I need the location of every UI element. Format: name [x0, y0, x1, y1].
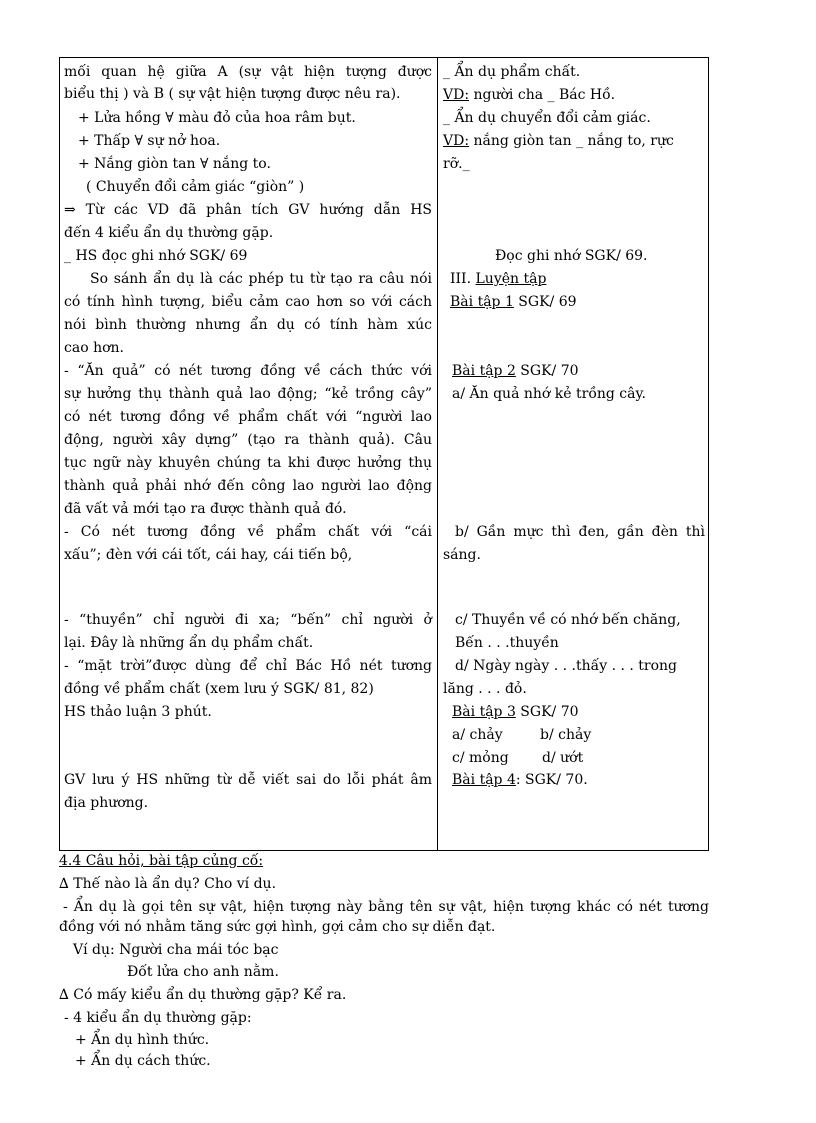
ex3-answer-d: d/ ướt	[542, 750, 584, 766]
practice-label: Luyện tập	[475, 271, 547, 287]
left-line-6: ( Chuyển đổi cảm giác “giòn” )	[86, 179, 305, 195]
left-line-13: cao hơn.	[64, 340, 124, 356]
right-line-2	[443, 84, 705, 106]
right-line-6: Đọc ghi nhớ SGK/ 69.	[495, 248, 648, 264]
answer-d-cont: lăng . . . đỏ.	[443, 681, 527, 697]
answer-2: - 4 kiểu ẩn dụ thường gặp:	[64, 1010, 252, 1026]
answer-c: c/ Thuyền về có nhớ bến chăng,	[455, 612, 681, 628]
right-line-1: _ Ẩn dụ phẩm chất.	[443, 64, 581, 80]
right-line-3: _ Ẩn dụ chuyển đổi cảm giác.	[443, 110, 651, 126]
answer-a: a/ Ăn quả nhớ kẻ trồng cây.	[452, 386, 646, 402]
left-line-9: _ HS đọc ghi nhớ SGK/ 69	[64, 248, 248, 264]
exercise-3-label: Bài tập 3	[452, 704, 516, 720]
left-line-2: biểu thị ) và B ( sự vật hiện tượng được nêu ra).	[64, 86, 401, 102]
vd-label: VD:	[443, 87, 470, 103]
exercise-2	[452, 360, 705, 382]
exercise-1-label: Bài tập 1	[450, 294, 514, 310]
exercise-1-ref: SGK/ 69	[513, 294, 577, 310]
exercise-4-ref: : SGK/ 70.	[515, 772, 588, 788]
exercise-2-label: Bài tập 2	[452, 363, 516, 379]
left-line-28: GV lưu ý HS những từ dễ viết sai do lỗi phát âm	[64, 772, 432, 788]
left-line-29: địa phương.	[64, 795, 149, 811]
vd-label: VD:	[443, 133, 470, 149]
left-line-5: + Nắng giòn tan ∀ nắng to.	[78, 156, 271, 172]
answer-1-line-2: đồng với nó nhằm tăng sức gợi hình, gợi cảm cho sự diễn đạt.	[59, 919, 496, 935]
left-line-25: - “mặt trời”được dùng để chỉ Bác Hồ nét tương	[64, 658, 432, 674]
answer-c-cont: Bến . . .thuyền	[455, 635, 559, 651]
section-number: III.	[450, 271, 476, 287]
right-line-5: rỡ._	[443, 156, 470, 172]
left-line-18: tục ngữ này khuyên chúng ta khi được hưởng thụ	[64, 455, 432, 471]
example-line-2: Đốt lửa cho anh nằm.	[127, 964, 279, 980]
left-line-17: động, người xây dựng” (tạo ra thành quả). Câu	[64, 432, 432, 448]
right-line-2-text: người cha _ Bác Hồ.	[469, 87, 616, 103]
left-line-12: nói bình thường nhưng ẩn dụ có tính hàm xúc	[64, 317, 432, 333]
answer-1-line-1: - Ẩn dụ là gọi tên sự vật, hiện tượng này bằng tên sự vật, hiện tượng khác có nét tương	[63, 899, 709, 915]
left-line-26: đồng về phẩm chất (xem lưu ý SGK/ 81, 82)	[64, 681, 374, 697]
example-line-1: Ví dụ: Người cha mái tóc bạc	[73, 942, 279, 958]
section-heading-practice	[450, 268, 705, 290]
left-line-8: đến 4 kiểu ẩn dụ thường gặp.	[64, 225, 274, 241]
left-line-14: - “Ăn quả” có nét tương đồng về cách thức với	[64, 363, 432, 379]
left-line-4: + Thấp ∀ sự nở hoa.	[78, 133, 221, 149]
left-line-20: đã vất vả mới tạo ra được thành quả đó.	[64, 501, 347, 517]
left-line-11: có tính hình tượng, biểu cảm cao hơn so với cách	[64, 294, 432, 310]
left-line-24: lại. Đây là những ẩn dụ phẩm chất.	[64, 635, 314, 651]
ex3-answer-c: c/ mỏng	[452, 750, 509, 766]
lesson-table	[59, 57, 709, 851]
left-line-10: So sánh ẩn dụ là các phép tu từ tạo ra câu nói	[90, 271, 432, 287]
ex3-answer-a: a/ chảy	[452, 727, 503, 743]
right-line-4	[443, 130, 705, 152]
question-1: ∆ Thế nào là ẩn dụ? Cho ví dụ.	[59, 876, 277, 892]
answer-b-cont: sáng.	[443, 547, 481, 563]
left-line-21: - Có nét tương đồng về phẩm chất với “cái	[64, 524, 432, 540]
exercise-4	[452, 769, 705, 791]
left-line-1: mối quan hệ giữa A (sự vật hiện tượng được	[64, 64, 432, 80]
exercise-3-ref: SGK/ 70	[515, 704, 579, 720]
column-divider	[437, 58, 438, 850]
left-line-27: HS thảo luận 3 phút.	[64, 704, 212, 720]
left-line-19: thành quả phải nhớ đến công lao người lao động	[64, 478, 432, 494]
left-line-3: + Lửa hồng ∀ màu đỏ của hoa râm bụt.	[78, 110, 356, 126]
left-line-23: - “thuyền” chỉ người đi xa; “bến” chỉ người ở	[64, 612, 432, 628]
right-line-4-text: nắng giòn tan _ nắng to, rực	[469, 133, 674, 149]
question-2: ∆ Có mấy kiểu ẩn dụ thường gặp? Kể ra.	[59, 987, 347, 1003]
answer-2-item-2: + Ẩn dụ cách thức.	[75, 1053, 211, 1069]
exercise-4-label: Bài tập 4	[452, 772, 516, 788]
answer-d: d/ Ngày ngày . . .thấy . . . trong	[455, 658, 677, 674]
left-line-7: ⇒ Từ các VD đã phân tích GV hướng dẫn HS	[64, 202, 432, 218]
left-line-15: sự hưởng thụ thành quả lao động; “kẻ trồng cây”	[64, 386, 432, 402]
review-heading: 4.4 Câu hỏi, bài tập củng cố:	[59, 853, 264, 869]
ex3-answer-b: b/ chảy	[540, 727, 592, 743]
exercise-2-ref: SGK/ 70	[515, 363, 579, 379]
left-line-16: có nét tương đồng về phẩm chất với “người lao	[64, 409, 432, 425]
exercise-3	[452, 701, 705, 723]
answer-b: b/ Gần mực thì đen, gần đèn thì	[455, 524, 705, 540]
left-line-22: xấu”; đèn với cái tốt, cái hay, cái tiến bộ,	[64, 547, 353, 563]
exercise-1	[450, 291, 705, 313]
answer-2-item-1: + Ẩn dụ hình thức.	[75, 1032, 210, 1048]
